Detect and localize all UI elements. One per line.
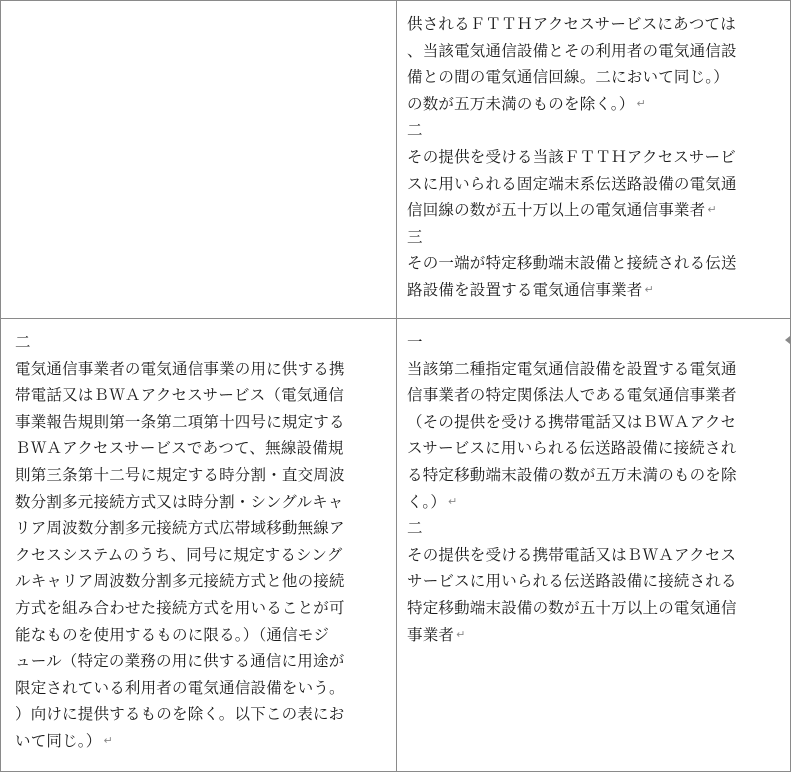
item-number: 一 [407,333,423,351]
cell-top-left[interactable] [0,0,396,318]
paragraph-mark-icon: ↵ [636,96,646,110]
paragraph-mark-icon: ↵ [448,494,458,508]
text-line-content: の数が五万未満のものを除く。） [407,94,635,113]
text-line: 、当該電気通信設備とその利用者の電気通信設 [407,41,737,60]
item-number: 二 [407,519,423,538]
paragraph-mark-icon: ↵ [456,627,466,641]
text-line: スサービスに用いられる伝送路設備に接続され [407,439,737,458]
text-line: スに用いられる固定端末系伝送路設備の電気通 [407,174,737,193]
cell-top-right[interactable] [396,0,791,318]
text-line-content: 事業者 [407,625,455,644]
text-line: 方式を組み合わせた接続方式を用いることが可 [15,598,345,617]
cell-bottom-left-text [1,329,396,755]
text-line-content: 信回線の数が五十万以上の電気通信事業者 [407,201,706,220]
text-line-content: 路設備を設置する電気通信事業者 [407,280,643,299]
text-line: ＢＷＡアクセスサービスであつて、無線設備規 [15,439,344,458]
text-line: 限定されている利用者の電気通信設備をいう。 [15,678,345,697]
text-line: 能なものを使用するものに限る。）（通信モジ [15,625,330,644]
paragraph-mark-icon: ↵ [644,283,654,297]
text-line: 数分割多元接続方式又は時分割・シングルキャ [15,492,344,511]
text-line: その提供を受ける携帯電話又はＢＷＡアクセス [407,545,737,564]
text-line: 電気通信事業者の電気通信事業の用に供する携 [15,359,345,378]
paragraph-mark-icon: ↵ [707,203,717,217]
text-line: 当該第二種指定電気通信設備を設置する電気通 [407,359,737,378]
item-number: 二 [15,333,31,351]
text-line [407,91,791,118]
text-line: ュール（特定の業務の用に供する通信に用途が [15,652,345,671]
text-line [407,622,791,649]
text-line: ）向けに提供するものを除く。以下この表にお [15,705,345,724]
text-line: 帯電話又はＢＷＡアクセスサービス（電気通信 [15,386,344,405]
text-line: 信事業者の特定関係法人である電気通信事業者 [407,386,737,405]
text-line [407,489,791,516]
cell-bottom-left[interactable] [0,318,396,772]
text-line: 事業報告規則第一条第二項第十四号に規定する [15,412,345,431]
table-move-handle-icon[interactable] [785,336,790,344]
text-line: クセスシステムのうち、同号に規定するシング [15,545,343,564]
cell-bottom-right-text [397,329,791,648]
text-line: 備との間の電気通信回線。二において同じ。） [407,68,729,87]
text-line: その一端が特定移動端末設備と接続される伝送 [407,254,737,273]
text-line: 供されるＦＴＴＨアクセスサービスにあつては [407,15,736,33]
cell-bottom-right[interactable] [396,318,791,772]
text-line: （その提供を受ける携帯電話又はＢＷＡアクセ [407,412,737,431]
text-line: 則第三条第十二号に規定する時分割・直交周波 [15,465,345,484]
text-line: リア周波数分割多元接続方式広帯域移動無線ア [15,519,345,538]
text-line-content: いて同じ。） [15,731,102,750]
text-line [15,728,396,755]
item-number: 三 [407,227,423,246]
text-line-content: く。） [407,492,447,511]
text-line: る特定移動端末設備の数が五万未満のものを除 [407,465,737,484]
text-line: サービスに用いられる伝送路設備に接続される [407,572,737,591]
paragraph-mark-icon: ↵ [103,734,113,748]
text-line [407,197,791,224]
item-number: 二 [407,121,423,140]
text-line: ルキャリア周波数分割多元接続方式と他の接続 [15,572,345,591]
text-line [407,277,791,304]
text-line: その提供を受ける当該ＦＴＴＨアクセスサービ [407,147,736,166]
cell-top-right-text [397,11,791,304]
text-line: 特定移動端末設備の数が五十万以上の電気通信 [407,598,737,617]
